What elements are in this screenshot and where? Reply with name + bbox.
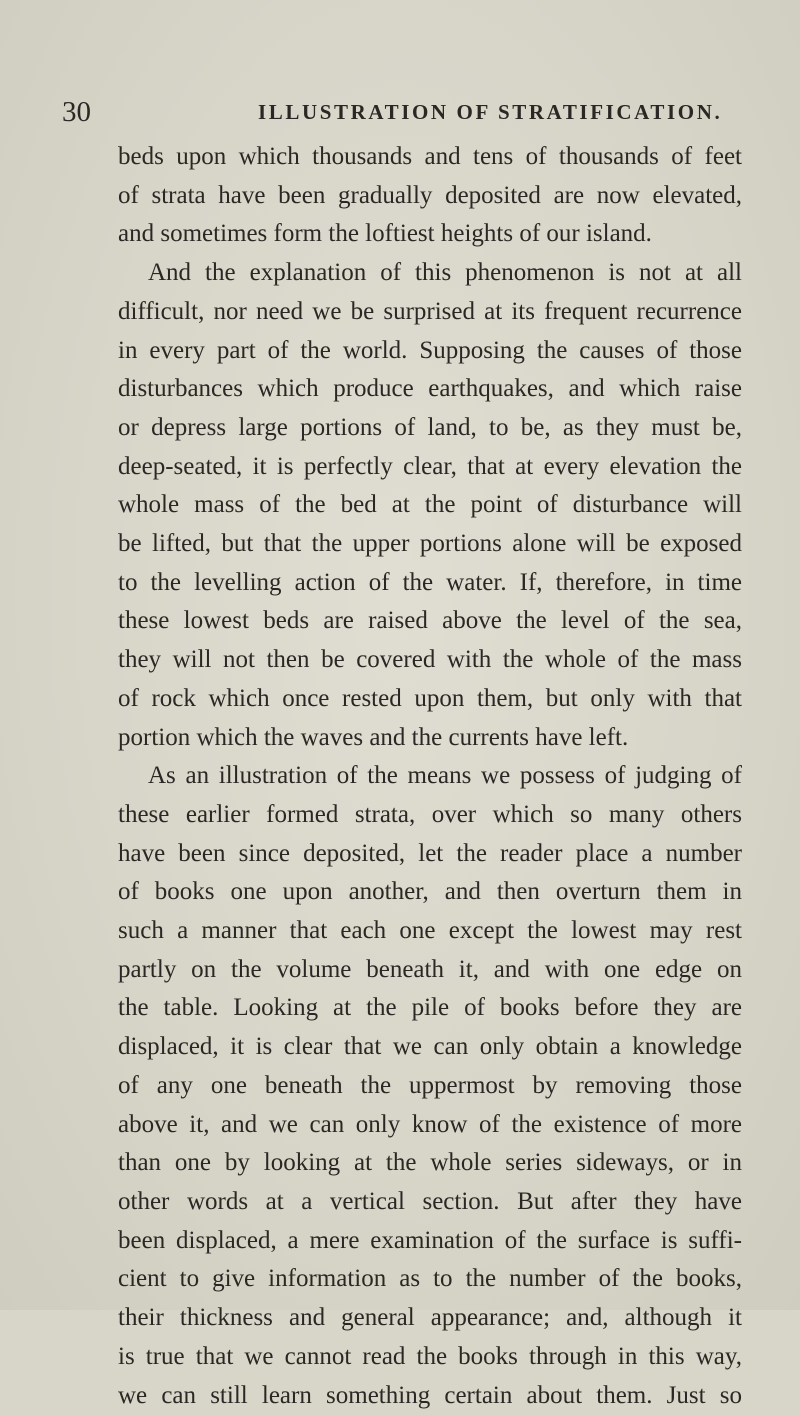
text-line: partly on the volume beneath it, and with one edge on bbox=[118, 951, 742, 990]
text-line: been displaced, a mere examination of the surface is suffi- bbox=[118, 1222, 742, 1261]
text-line: deep-seated, it is perfectly clear, that at every elevation the bbox=[118, 448, 742, 487]
text-line: to the levelling action of the water. If, therefore, in time bbox=[118, 564, 742, 603]
text-line: in every part of the world. Supposing the causes of those bbox=[118, 332, 742, 371]
text-line: displaced, it is clear that we can only obtain a knowledge bbox=[118, 1028, 742, 1067]
text-line: portion which the waves and the currents have left. bbox=[118, 719, 742, 758]
page-number: 30 bbox=[62, 92, 91, 132]
text-line: cient to give information as to the number of the books, bbox=[118, 1260, 742, 1299]
text-line: above it, and we can only know of the existence of more bbox=[118, 1106, 742, 1145]
text-line: such a manner that each one except the lowest may rest bbox=[118, 912, 742, 951]
text-line: of strata have been gradually deposited are now elevated, bbox=[118, 177, 742, 216]
text-line: these earlier formed strata, over which so many others bbox=[118, 796, 742, 835]
text-line: have been since deposited, let the reader place a number bbox=[118, 835, 742, 874]
text-line: difficult, nor need we be surprised at its frequent recurrence bbox=[118, 293, 742, 332]
running-head: ILLUSTRATION OF STRATIFICATION. bbox=[258, 92, 722, 132]
text-line: other words at a vertical section. But after they have bbox=[118, 1183, 742, 1222]
paragraph bbox=[118, 757, 742, 1415]
text-line: we can still learn something certain about them. Just so bbox=[118, 1377, 742, 1415]
text-line: As an illustration of the means we possess of judging of bbox=[118, 757, 742, 796]
text-line: is true that we cannot read the books through in this way, bbox=[118, 1338, 742, 1377]
text-line: than one by looking at the whole series sideways, or in bbox=[118, 1144, 742, 1183]
paragraph bbox=[118, 138, 742, 254]
page-header bbox=[62, 92, 762, 132]
text-line: of rock which once rested upon them, but only with that bbox=[118, 680, 742, 719]
text-line: whole mass of the bed at the point of disturbance will bbox=[118, 486, 742, 525]
text-line: disturbances which produce earthquakes, and which raise bbox=[118, 370, 742, 409]
text-line: be lifted, but that the upper portions alone will be exposed bbox=[118, 525, 742, 564]
text-line: they will not then be covered with the whole of the mass bbox=[118, 641, 742, 680]
text-line: or depress large portions of land, to be, as they must be, bbox=[118, 409, 742, 448]
text-line: beds upon which thousands and tens of thousands of feet bbox=[118, 138, 742, 177]
paragraph bbox=[118, 254, 742, 757]
text-line: and sometimes form the loftiest heights of our island. bbox=[118, 215, 742, 254]
text-line: of any one beneath the uppermost by removing those bbox=[118, 1067, 742, 1106]
text-line: these lowest beds are raised above the level of the sea, bbox=[118, 602, 742, 641]
text-line: their thickness and general appearance; and, although it bbox=[118, 1299, 742, 1338]
text-line: of books one upon another, and then overturn them in bbox=[118, 873, 742, 912]
text-line: And the explanation of this phenomenon is not at all bbox=[118, 254, 742, 293]
text-line: the table. Looking at the pile of books before they are bbox=[118, 989, 742, 1028]
body-text bbox=[118, 138, 742, 1415]
